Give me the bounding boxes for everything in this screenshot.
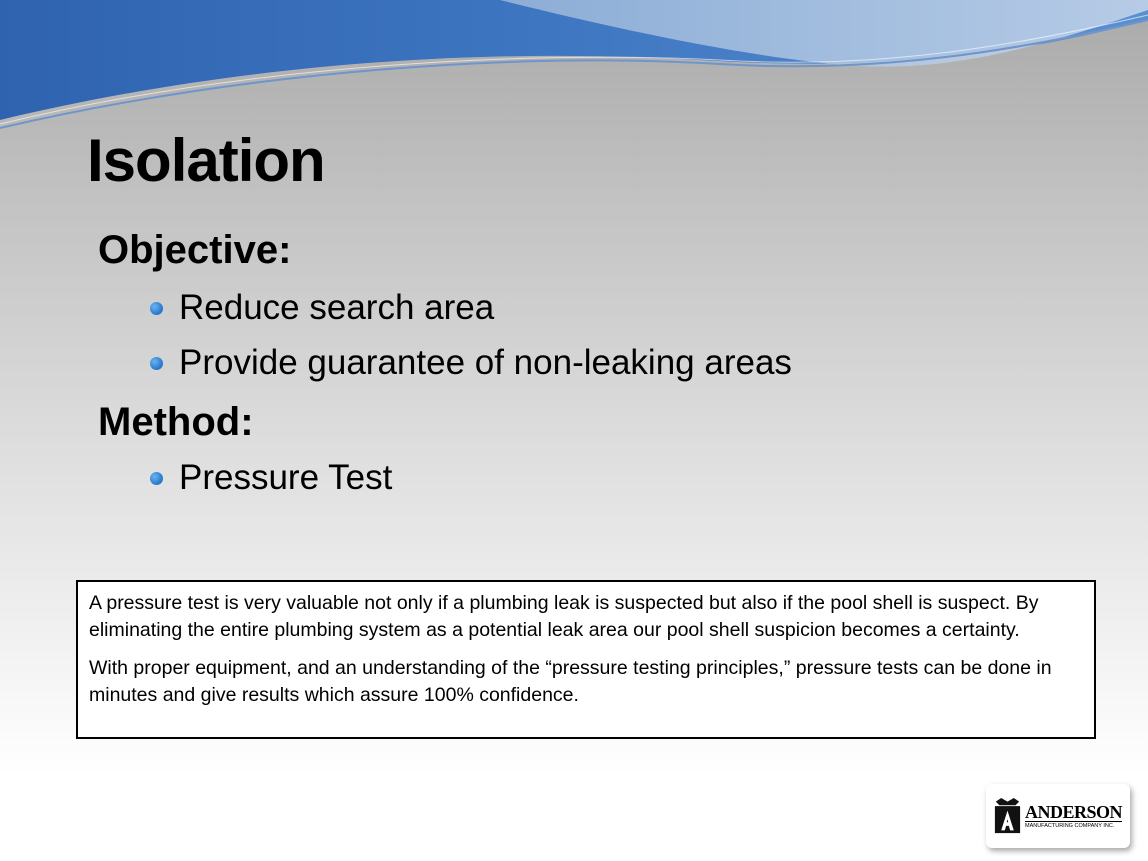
method-heading: Method: (98, 400, 254, 444)
bullet-dot-icon (150, 357, 163, 370)
bullet-dot-icon (150, 472, 163, 485)
slide-title: Isolation (87, 127, 325, 194)
bullet-dot-icon (150, 302, 163, 315)
bullet-text: Reduce search area (179, 288, 495, 327)
note-paragraph-2: With proper equipment, and an understanding of the “pressure testing principles,” pressure tests can be done in minutes and give results which assure 100% confidence. (89, 657, 1052, 706)
objective-heading: Objective: (98, 228, 292, 272)
objective-bullet-1 (150, 288, 494, 328)
anderson-a-logo-icon (994, 796, 1021, 836)
objective-bullet-2 (150, 343, 792, 383)
bullet-text: Provide guarantee of non-leaking areas (179, 343, 792, 382)
bullet-text: Pressure Test (179, 458, 393, 497)
note-paragraph-1: A pressure test is very valuable not only if a plumbing leak is suspected but also if the pool shell is suspect. By eliminating the entire plumbing system as a potential leak area our pool shell suspicion becomes a certainty. (89, 592, 1039, 641)
anderson-logo (986, 784, 1130, 848)
note-box (76, 580, 1096, 739)
header-wave-decoration (0, 0, 1148, 140)
method-bullet-1 (150, 458, 392, 498)
logo-name: ANDERSON (1024, 801, 1122, 822)
logo-subtitle: MANUFACTURING COMPANY INC. (1024, 822, 1115, 829)
